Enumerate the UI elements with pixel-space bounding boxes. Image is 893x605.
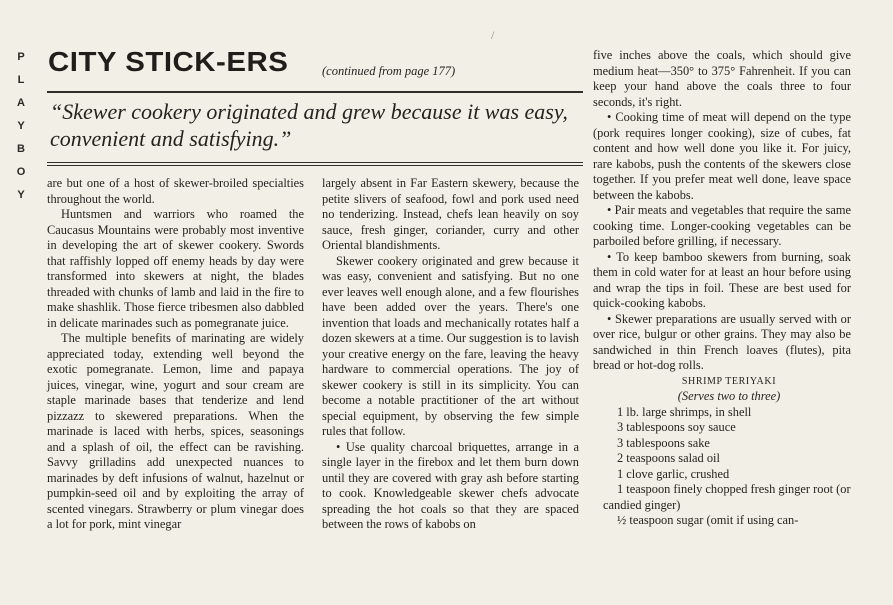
quote-rule: [47, 162, 583, 163]
side-letter: Y: [17, 189, 25, 201]
side-letter: B: [17, 143, 25, 155]
pull-quote: “Skewer cookery originated and grew because it was easy, convenient and satisfying.”: [50, 99, 568, 151]
side-letter: Y: [17, 120, 25, 132]
side-letter: O: [16, 166, 26, 178]
paragraph: largely absent in Far Eastern skewery, because the petite slivers of seafood, fowl and pork used need no tenderizing. Instead, chefs lean heavily on soy sauce, fresh ginger, coriander, curry and other Oriental blandishments.: [322, 176, 579, 252]
paragraph: Huntsmen and warriors who roamed the Caucasus Mountains were probably most inventive in developing the art of skewer cookery. Swords that raffishly lopped off enemy heads by day were transformed into skewers at night, the blades threaded with chunks of lamb and laid in the fire to make shashlik. Those fierce tribesmen also dabbled in delicate marinades such as pomegranate juice.: [47, 207, 304, 330]
article-title: CITY STICK-ERS: [48, 46, 289, 77]
side-letter: A: [17, 97, 25, 109]
recipe-ingredient: 1 teaspoon finely chopped fresh ginger root (or candied ginger): [603, 482, 851, 512]
recipe-ingredient: ½ teaspoon sugar (omit if using can-: [617, 513, 799, 527]
paragraph: are but one of a host of skewer-broiled specialties throughout the world.: [47, 176, 304, 206]
paragraph: • Use quality charcoal briquettes, arrange in a single layer in the firebox and let them burn down until they are covered with gray ash before starting to cook. Knowledgeable skewer chefs advocate spreading the hot coals so that they are spaced between the rows of kabobs on: [322, 439, 579, 531]
recipe-ingredient: 1 lb. large shrimps, in shell: [617, 404, 752, 419]
recipe-ingredient: 2 teaspoons salad oil: [617, 451, 720, 465]
recipe-ingredient: 1 clove garlic, crushed: [617, 466, 730, 481]
paragraph: • Cooking time of meat will depend on the type (pork requires longer cooking), size of cubes, fat content and how well done you like it. For juicy, rare kabobs, push the contents of the skewers close together. If you prefer meat well done, leave space between the kabobs.: [593, 110, 851, 202]
magazine-side-label: [14, 46, 28, 207]
stray-mark: /: [491, 28, 495, 42]
recipe-ingredient: 3 tablespoons soy sauce: [617, 420, 736, 434]
paragraph: • To keep bamboo skewers from burning, soak them in cold water for at least an hour before using and wrap the tips in foil. These are best used for quick-cooking kabobs.: [593, 249, 851, 310]
paragraph: • Pair meats and vegetables that require the same cooking time. Longer-cooking vegetables can be parboiled before grilling, if necessary.: [593, 203, 851, 248]
article-column-3: [593, 48, 851, 529]
paragraph: The multiple benefits of marinating are widely appreciated today, extending well beyond the exotic pomegranate. Lemon, lime and papaya juices, vinegar, wine, yogurt and sour cream are staple marinade bases that tenderize and lend pizzazz to skewered preparations. When the marinade is laced with herbs, spices, seasonings and a splash of oil, the effect can be ravishing. Savvy grilladins add unexpected nuances to marinades by deft infusions of walnut, hazelnut or pumpkin-seed oil and by exploiting the array of scented vinegars. Strawberry or plum vinegar does a lot for pork, mint vinegar: [47, 331, 304, 531]
continued-note: (continued from page 177): [322, 64, 456, 78]
paragraph: Skewer cookery originated and grew because it was easy, convenient and satisfying. But no one ever leaves well enough alone, and a few flourishes have been added over the years. There's one invention that loads and mechanically rotates half a dozen skewers at a time. Our suggestion is to lavish your creative energy on the fare, leaving the heavy hardware to commercial operations. The joy of skewer cookery is still in its simplicity. You can become a notable practitioner of the art without special equipment, by observing the few simple rules that follow.: [322, 253, 579, 438]
side-letter: P: [17, 51, 25, 63]
title-rule: [47, 91, 583, 93]
recipe-ingredient: 3 tablespoons sake: [617, 435, 710, 450]
quote-rule: [47, 165, 583, 166]
article-column-2: [322, 176, 579, 533]
paragraph: • Skewer preparations are usually served with or over rice, bulgur or other grains. They may also be sandwiched in thin French loaves (flutes), pita bread or hot-dog rolls.: [593, 311, 851, 372]
side-letter: L: [17, 74, 25, 86]
article-column-1: [47, 176, 304, 533]
recipe-serves: (Serves two to three): [677, 389, 781, 403]
recipe-title: SHRIMP TERIYAKI: [681, 375, 777, 387]
paragraph: five inches above the coals, which should give medium heat—350° to 375° Fahrenheit. If you can keep your hand above the coals three to four seconds, it's right.: [593, 48, 851, 109]
